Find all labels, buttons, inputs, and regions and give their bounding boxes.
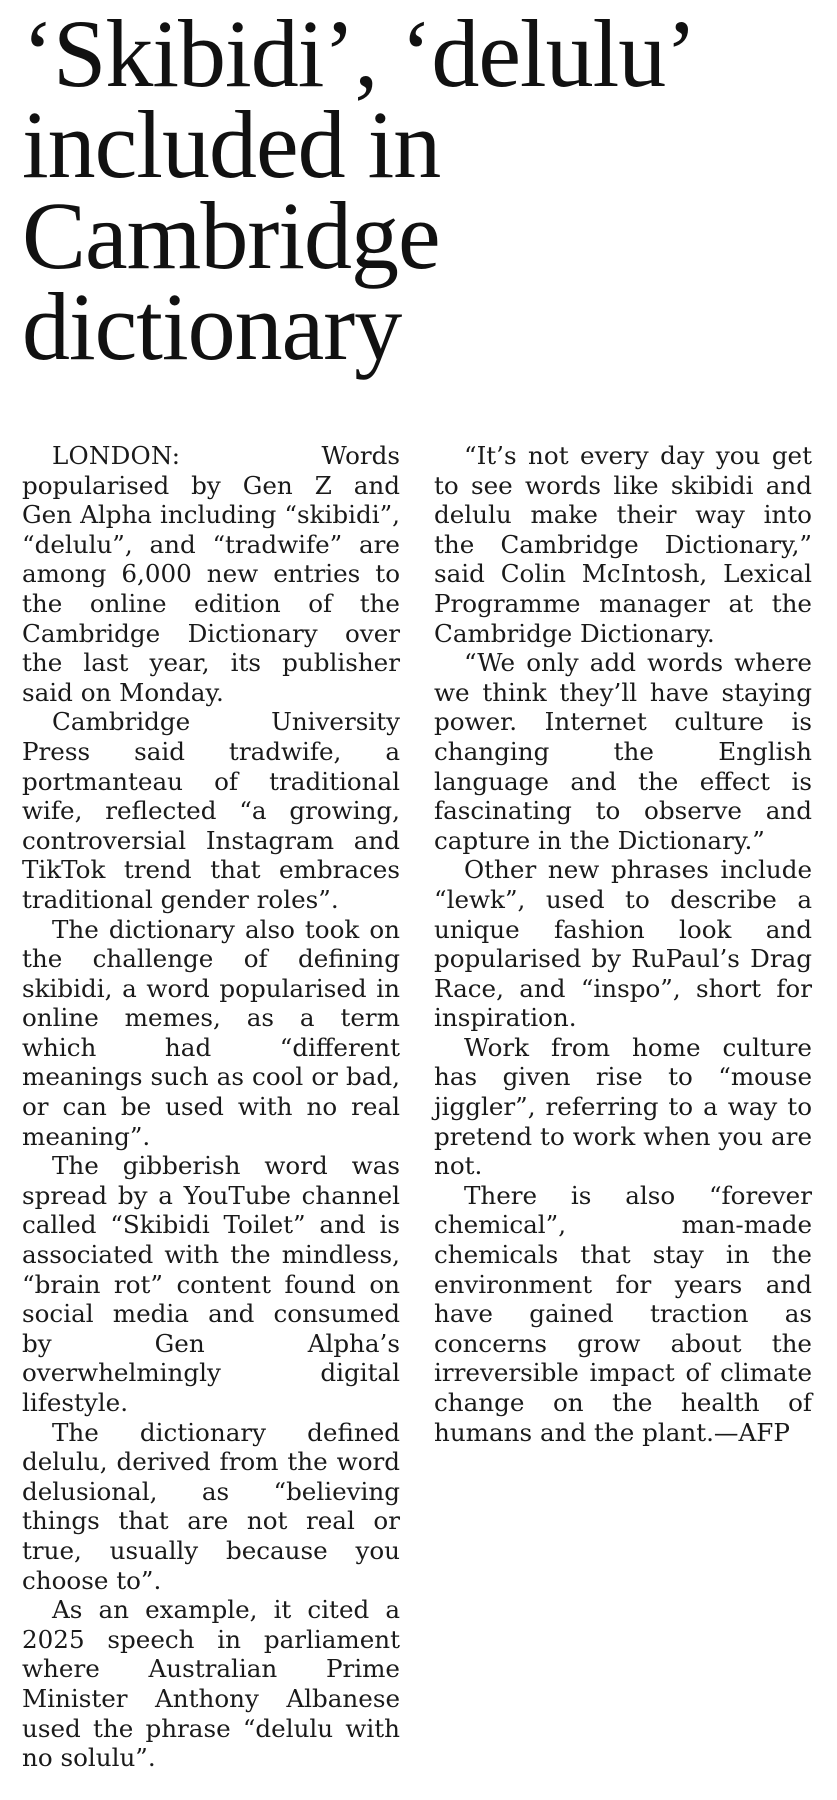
article-paragraph: Cambridge University Press said tradwife, a portmanteau of traditional wife, reflected “a growing, controversial Instagram and TikTok trend that embraces traditional gender roles”. (22, 707, 400, 914)
article-paragraph: As an example, it cited a 2025 speech in parliament where Australian Prime Minister Anthony Albanese used the phrase “delulu with no solulu”. (22, 1595, 400, 1773)
article-paragraph (22, 441, 400, 707)
article-paragraph: The dictionary also took on the challenge of defining skibidi, a word popularised in online memes, as a term which had “different meanings such as cool or bad, or can be used with no real meaning”. (22, 914, 400, 1151)
article-paragraph: The gibberish word was spread by a YouTube channel called “Skibidi Toilet” and is associated with the mindless, “brain rot” content found on social media and consumed by Gen Alpha’s overwhelmingly digital lifestyle. (22, 1151, 400, 1417)
headline: ‘Skibidi’, ‘delulu’ included in Cambridge dictionary (22, 0, 690, 380)
paragraph-text: Words popularised by Gen Z and Gen Alpha including “skibidi”, “delulu”, and “tradwife” are among 6,000 new entries to the online edition of the Cambridge Dictionary over the last year, its publisher said on Monday. (22, 441, 400, 707)
article-paragraph: The dictionary defined delulu, derived from the word delusional, as “believing things that are not real or true, usually because you choose to”. (22, 1417, 400, 1595)
article-paragraph: Work from home culture has given rise to “mouse jiggler”, referring to a way to pretend to work when you are not. (434, 1032, 812, 1181)
article-paragraph: “We only add words where we think they’ll have staying power. Internet culture is changing the English language and the effect is fascinating to observe and capture in the Dictionary.” (434, 648, 812, 855)
article-paragraph: “It’s not every day you get to see words like skibidi and delulu make their way into the Cambridge Dictionary,” said Colin McIntosh, Lexical Programme manager at the Cambridge Dictionary. (434, 441, 812, 648)
dateline: LONDON: (52, 441, 181, 470)
article-body (22, 441, 812, 1791)
article-paragraph: There is also “forever chemical”, man-made chemicals that stay in the environment for years and have gained traction as concerns grow about the irreversible impact of climate change on the health of humans and the plant.—AFP (434, 1180, 812, 1447)
article-paragraph: Other new phrases include “lewk”, used to describe a unique fashion look and popularised by RuPaul’s Drag Race, and “inspo”, short for inspiration. (434, 855, 812, 1033)
